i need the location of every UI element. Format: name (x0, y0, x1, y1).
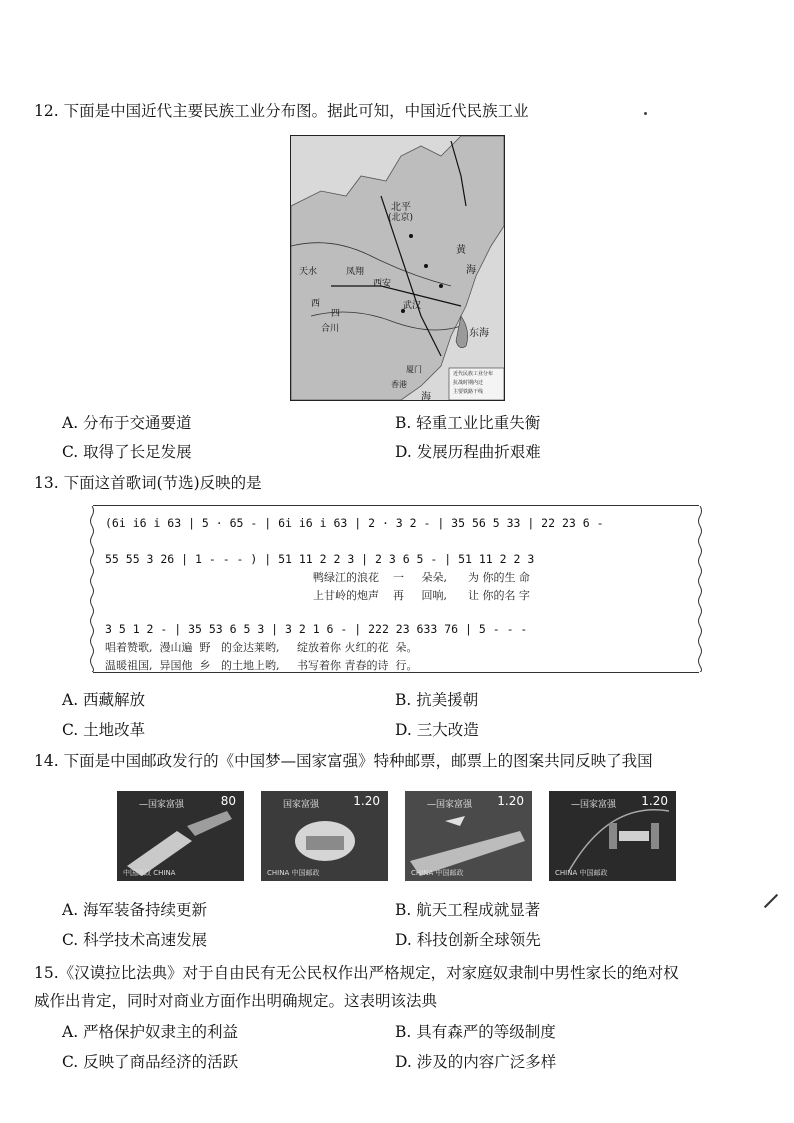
stamp-2-foot: CHINA 中国邮政 (267, 869, 320, 877)
q12-option-c[interactable]: C. 取得了长足发展 (62, 443, 192, 461)
stamp-3-label: —国家富强 (427, 800, 473, 810)
stamp-2-value: 1.20 (353, 794, 380, 808)
stamp-2-label: 国家富强 (283, 800, 320, 810)
map-legend-1: 近代民族工业分布 (453, 371, 494, 377)
question-14-stem: 14. 下面是中国邮政发行的《中国梦—国家富强》特种邮票，邮票上的图案共同反映了我国 (34, 752, 653, 770)
q15-option-c[interactable]: C. 反映了商品经济的活跃 (62, 1053, 239, 1071)
q14-option-a[interactable]: A. 海军装备持续更新 (62, 901, 208, 919)
stamp-4-foot: CHINA 中国邮政 (555, 869, 608, 877)
score-row-1: (6i i6 i 63 | 5 · 65 - | 6i i6 i 63 | 2 · 3 2 - | 35 56 5 33 | 22 23 6 - (105, 516, 604, 530)
score-lyric-3b: 温暖祖国, 异国他 乡 的土地上哟, 书写着你 青春的诗 行。 (105, 659, 418, 672)
map-label-donghai: 东海 (469, 328, 489, 339)
map-label-xiamen: 厦门 (406, 365, 422, 374)
stamp-3-image (405, 791, 532, 881)
stamp-3-value: 1.20 (497, 794, 524, 808)
stamp-4 (544, 786, 681, 886)
map-legend-3: 主要铁路干线 (453, 389, 484, 395)
question-15-stem-line2: 威作出肯定，同时对商业方面作出明确规定。这表明该法典 (34, 992, 438, 1010)
score-lyric-2b: 上甘岭的炮声 再 回响, 让 你的名 字 (313, 589, 530, 602)
map-label-beijing-sub: (北京) (388, 213, 414, 223)
q12-option-b[interactable]: B. 轻重工业比重失衡 (395, 414, 541, 432)
stamp-2-image (261, 791, 388, 881)
question-13-stem: 13. 下面这首歌词(节选)反映的是 (34, 474, 262, 492)
q12-option-d[interactable]: D. 发展历程曲折艰难 (395, 443, 541, 461)
map-label-beijing: 北平 (391, 202, 411, 213)
pen-mark (764, 894, 778, 908)
q12-option-a[interactable]: A. 分布于交通要道 (62, 414, 192, 432)
score-row-3: 3 5 1 2 - | 35 53 6 5 3 | 3 2 1 6 - | 222 23 633 76 | 5 - - - (105, 622, 528, 636)
q14-option-d[interactable]: D. 科技创新全球领先 (395, 931, 541, 949)
map-label-hechuan: 合川 (321, 324, 340, 334)
question-15-stem-line1: 15.《汉谟拉比法典》对于自由民有无公民权作出严格规定，对家庭奴隶制中男性家长的绝对权 (34, 964, 679, 982)
q14-option-b[interactable]: B. 航天工程成就显著 (395, 901, 541, 919)
q15-option-b[interactable]: B. 具有森严的等级制度 (395, 1023, 556, 1041)
stamp-4-value: 1.20 (641, 794, 668, 808)
stamp-2 (256, 786, 393, 886)
q13-option-b[interactable]: B. 抗美援朝 (395, 691, 479, 709)
industry-distribution-map (290, 135, 505, 401)
stamp-1-foot: 中国邮政 CHINA (123, 869, 176, 877)
score-right-border (697, 506, 703, 672)
stamp-3 (400, 786, 537, 886)
map-label-hai: 海 (466, 265, 476, 276)
map-legend-2: 抗战时期内迁 (453, 380, 484, 386)
score-lyric-2a: 鸭绿江的浪花 一 朵朵, 为 你的生 命 (313, 571, 530, 584)
map-label-huanghai: 黄 (456, 245, 466, 256)
map-label-xi: 西 (311, 299, 321, 309)
stamp-1 (112, 786, 249, 886)
stamp-4-image (549, 791, 676, 881)
score-left-border (89, 506, 95, 672)
stamp-3-foot: CHINA 中国邮政 (411, 869, 464, 877)
stamp-4-label: —国家富强 (571, 800, 617, 810)
stray-mark (644, 112, 647, 115)
map-label-hongkong: 香港 (391, 380, 407, 389)
q13-option-a[interactable]: A. 西藏解放 (62, 691, 146, 709)
score-lyric-3a: 唱着赞歌, 漫山遍 野 的金达莱哟, 绽放着你 火红的花 朵。 (105, 641, 418, 654)
map-label-si: 四 (331, 309, 341, 319)
stamp-1-label: —国家富强 (139, 800, 185, 810)
map-label-wuhan: 武汉 (403, 301, 422, 311)
question-12-stem: 12. 下面是中国近代主要民族工业分布图。据此可知，中国近代民族工业 (34, 102, 529, 120)
q13-option-d[interactable]: D. 三大改造 (395, 721, 479, 739)
map-label-tianshui: 天水 (299, 267, 318, 277)
music-score (93, 505, 699, 673)
score-row-2: 55 55 3 26 | 1 - - - ) | 51 11 2 2 3 | 2 3 6 5 - | 51 11 2 2 3 (105, 552, 535, 566)
q15-option-d[interactable]: D. 涉及的内容广泛多样 (395, 1053, 557, 1071)
map-label-fengxiang: 凤翔 (346, 267, 365, 277)
stamp-1-value: 80 (220, 794, 236, 808)
map-label-xian: 西安 (373, 279, 392, 289)
q14-option-c[interactable]: C. 科学技术高速发展 (62, 931, 208, 949)
q13-option-c[interactable]: C. 土地改革 (62, 721, 146, 739)
q15-option-a[interactable]: A. 严格保护奴隶主的利益 (62, 1023, 239, 1041)
stamp-1-image (117, 791, 244, 881)
map-label-nanhai: 海 (421, 392, 431, 401)
